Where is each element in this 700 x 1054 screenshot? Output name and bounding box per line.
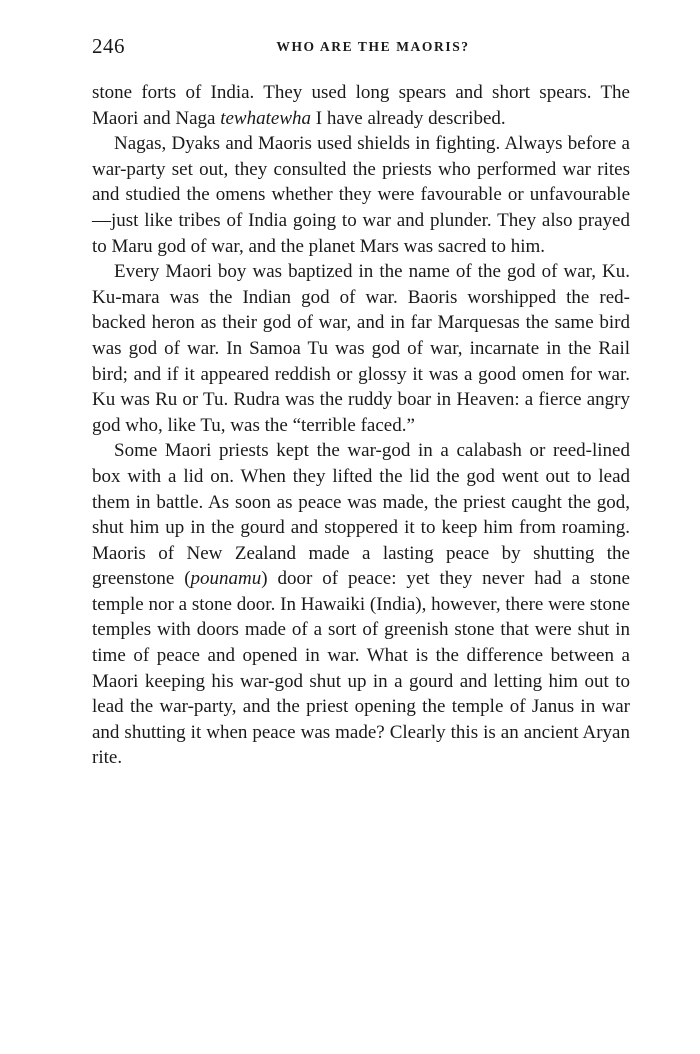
paragraph-1-italic-term: tewhatewha xyxy=(220,107,311,129)
paragraph-4-before: Some Maori priests kept the war-god in a calabash or reed-lined box with a lid on. When they lifted the lid the god went out to lead them in battle. As soon as peace was made, the priest caught the god, shut him up in the gourd and stoppered it to keep him from roaming. Maoris of New Zealand made a lasting peace by shutting the greenstone ( xyxy=(92,440,630,590)
paragraph-4 xyxy=(92,438,630,771)
paragraph-4-after: ) door of peace: yet they never had a stone temple nor a stone door. In Hawaiki (India), however, there were stone temples with doors made of a sort of greenish stone that were shut in time of peace and opened in war. What is the difference between a Maori keeping his war-god shut up in a gourd and letting him out to lead the war-party, and the priest opening the temple of Janus in war and shutting it when peace was made? Clearly this is an ancient Aryan rite. xyxy=(92,568,630,769)
paragraph-1-after: I have already described. xyxy=(311,107,506,129)
paragraph-3: Every Maori boy was baptized in the name of the god of war, Ku. Ku-mara was the Indian god of war. Baoris worshipped the red-backed heron as their god of war, and in far Marquesas the same bird was god of war. In Samoa Tu was god of war, incarnate in the Rail bird; and if it appeared reddish or glossy it was a good omen for war. Ku was Ru or Tu. Rudra was the ruddy boar in Heaven: a fierce angry god who, like Tu, was the “terrible faced.” xyxy=(92,261,630,436)
running-header xyxy=(92,34,632,60)
paragraph-4-italic-term: pounamu xyxy=(190,568,262,590)
paragraph-2: Nagas, Dyaks and Maoris used shields in fighting. Always before a war-party set out, they consulted the priests who performed war rites and studied the omens whether they were favourable or unfavourable—just like tribes of India going to war and plunder. They also prayed to Maru god of war, and the planet Mars was sacred to him. xyxy=(92,133,630,257)
paragraph-1 xyxy=(92,80,630,131)
body-text xyxy=(92,80,630,771)
page-number: 246 xyxy=(92,34,125,58)
running-title: WHO ARE THE MAORIS? xyxy=(276,39,470,54)
paragraph-1-before: stone forts of India. They used long spears and short spears. The Maori and Naga xyxy=(92,82,630,129)
